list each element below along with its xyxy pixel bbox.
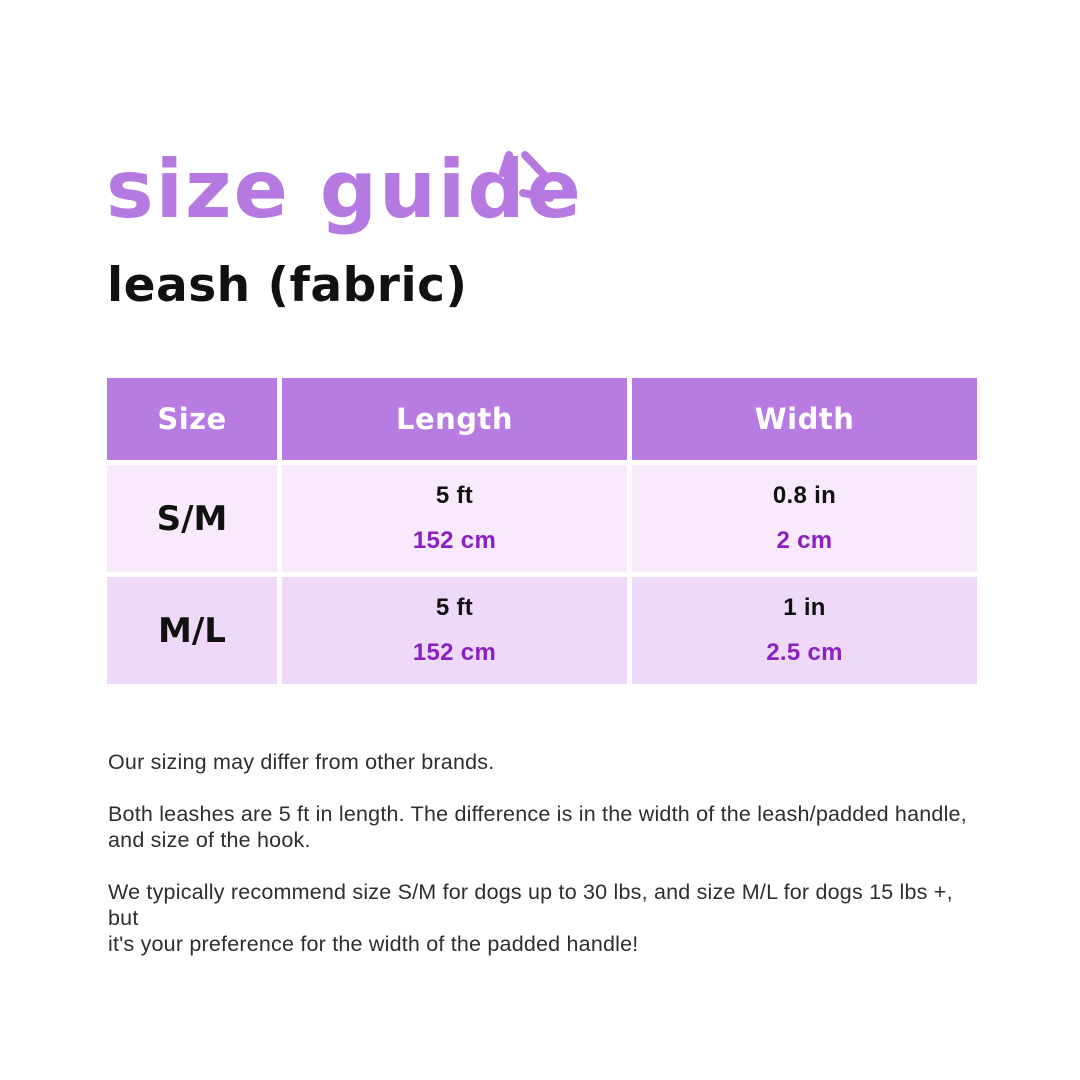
row-ml-length-cell: [282, 577, 627, 684]
row-sm-width-cell: [632, 465, 977, 572]
row-ml-width-cell: [632, 577, 977, 684]
note-paragraph-2: [108, 801, 988, 853]
column-header-length: Length: [282, 378, 627, 460]
row-sm-width-metric: 2 cm: [776, 527, 833, 554]
row-ml-width-metric: 2.5 cm: [766, 639, 843, 666]
page-title: size guide: [106, 143, 583, 236]
column-header-width: Width: [632, 378, 977, 460]
row-ml-length-imperial: 5 ft: [435, 594, 474, 621]
size-table: [107, 378, 977, 684]
column-header-size: Size: [107, 378, 277, 460]
note-line: it's your preference for the width of the padded handle!: [108, 932, 639, 956]
note-line: Our sizing may differ from other brands.: [108, 750, 495, 774]
note-line: and size of the hook.: [108, 828, 311, 852]
sparkle-icon: [498, 143, 554, 209]
note-paragraph-1: [108, 749, 988, 775]
page-subtitle: leash (fabric): [107, 258, 468, 313]
sizing-notes: [108, 749, 988, 983]
row-sm-length-imperial: 5 ft: [435, 482, 474, 509]
row-ml-length-metric: 152 cm: [412, 639, 497, 666]
row-sm-length-metric: 152 cm: [412, 527, 497, 554]
note-line: We typically recommend size S/M for dogs up to 30 lbs, and size M/L for dogs 15 lbs +, but: [108, 880, 953, 930]
note-paragraph-3: [108, 879, 988, 957]
row-sm-length-cell: [282, 465, 627, 572]
row-ml-size-label: M/L: [107, 577, 277, 684]
row-sm-size-label: S/M: [107, 465, 277, 572]
row-sm-width-imperial: 0.8 in: [772, 482, 837, 509]
row-ml-width-imperial: 1 in: [783, 594, 826, 621]
note-line: Both leashes are 5 ft in length. The difference is in the width of the leash/padded handle,: [108, 802, 967, 826]
